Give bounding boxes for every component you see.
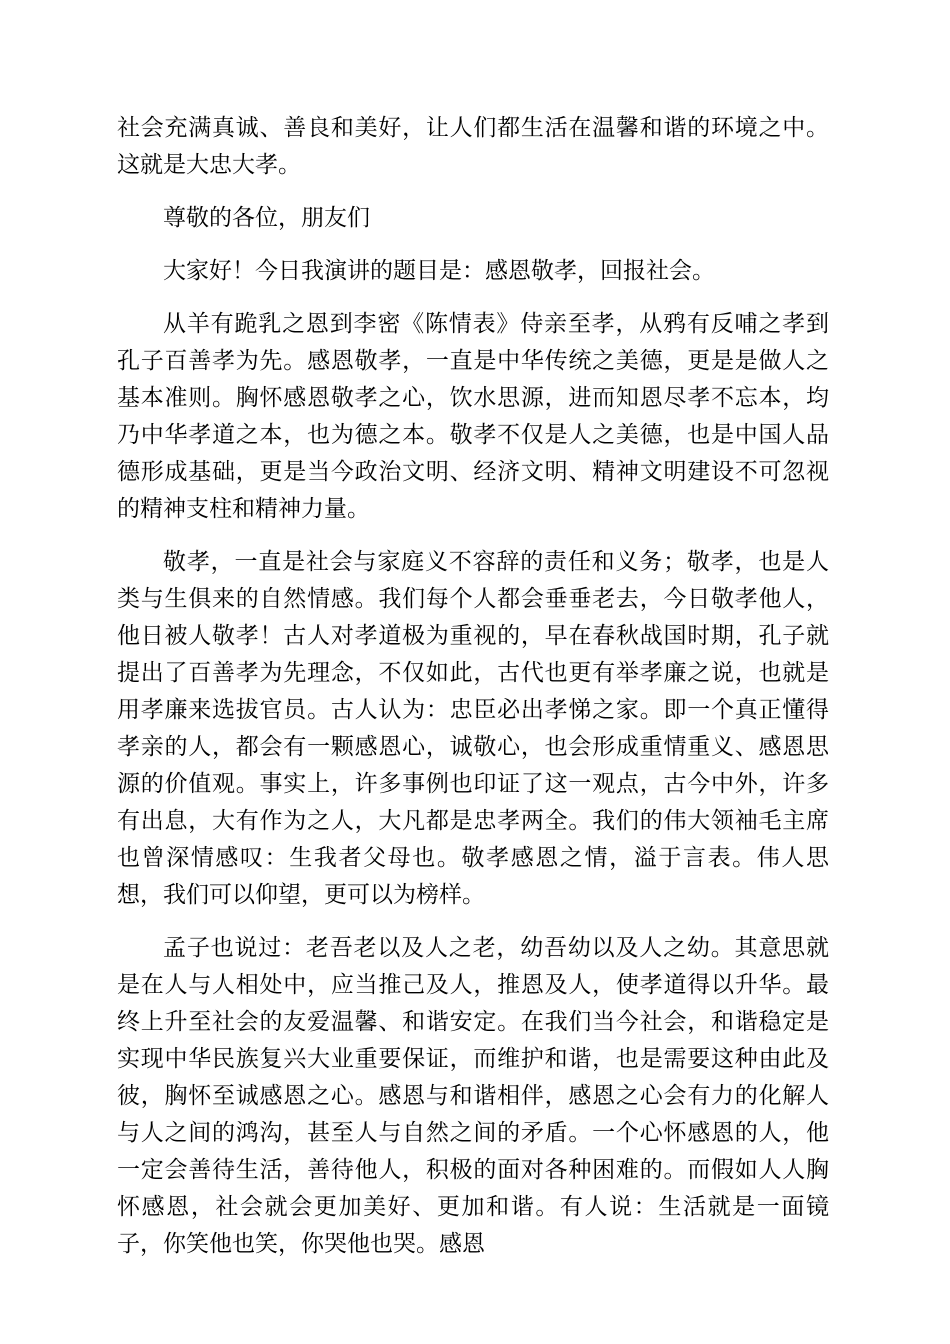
paragraph-salutation: 尊敬的各位，朋友们 — [163, 205, 370, 231]
paragraph-body-1: 从羊有跪乳之恩到李密《陈情表》侍亲至孝，从鸦有反哺之孝到孔子百善孝为先。感恩敬孝，一直是中华传统之美德，更是是做人之基本准则。胸怀感恩敬孝之心，饮水思源，进而知恩尽孝不忘本，均乃中华孝道之本，也为德之本。敬孝不仅是人之美德，也是中国人品德形成基础，更是当今政治文明、经济文明、精神文明建设不可忽视的精神支柱和精神力量。 — [117, 311, 829, 522]
paragraph-body-2: 敬孝，一直是社会与家庭义不容辞的责任和义务；敬孝，也是人类与生俱来的自然情感。我们每个人都会垂垂老去，今日敬孝他人，他日被人敬孝！古人对孝道极为重视的，早在春秋战国时期，孔子就提出了百善孝为先理念，不仅如此，古代也更有举孝廉之说，也就是用孝廉来选拔官员。古人认为：忠臣必出孝悌之家。即一个真正懂得孝亲的人，都会有一颗感恩心，诚敬心，也会形成重情重义、感恩思源的价值观。事实上，许多事例也印证了这一观点，古今中外，许多有出息，大有作为之人，大凡都是忠孝两全。我们的伟大领袖毛主席也曾深情感叹：生我者父母也。敬孝感恩之情，溢于言表。伟人思想，我们可以仰望，更可以为榜样。 — [117, 549, 829, 908]
paragraph-greeting: 大家好！今日我演讲的题目是：感恩敬孝，回报社会。 — [163, 258, 715, 284]
paragraph-body-3: 孟子也说过：老吾老以及人之老，幼吾幼以及人之幼。其意思就是在人与人相处中，应当推己及人，推恩及人，使孝道得以升华。最终上升至社会的友爱温馨、和谐安定。在我们当今社会，和谐稳定是实现中华民族复兴大业重要保证，而维护和谐，也是需要这种由此及彼，胸怀至诚感恩之心。感恩与和谐相伴，感恩之心会有力的化解人与人之间的鸿沟，甚至人与自然之间的矛盾。一个心怀感恩的人，他一定会善待生活，善待他人，积极的面对各种困难的。而假如人人胸怀感恩，社会就会更加美好、更加和谐。有人说：生活就是一面镜子，你笑他也笑，你哭他也哭。感恩 — [117, 935, 829, 1257]
document-body — [117, 110, 829, 1279]
paragraph-continued: 社会充满真诚、善良和美好，让人们都生活在温馨和谐的环境之中。这就是大忠大孝。 — [117, 115, 829, 178]
